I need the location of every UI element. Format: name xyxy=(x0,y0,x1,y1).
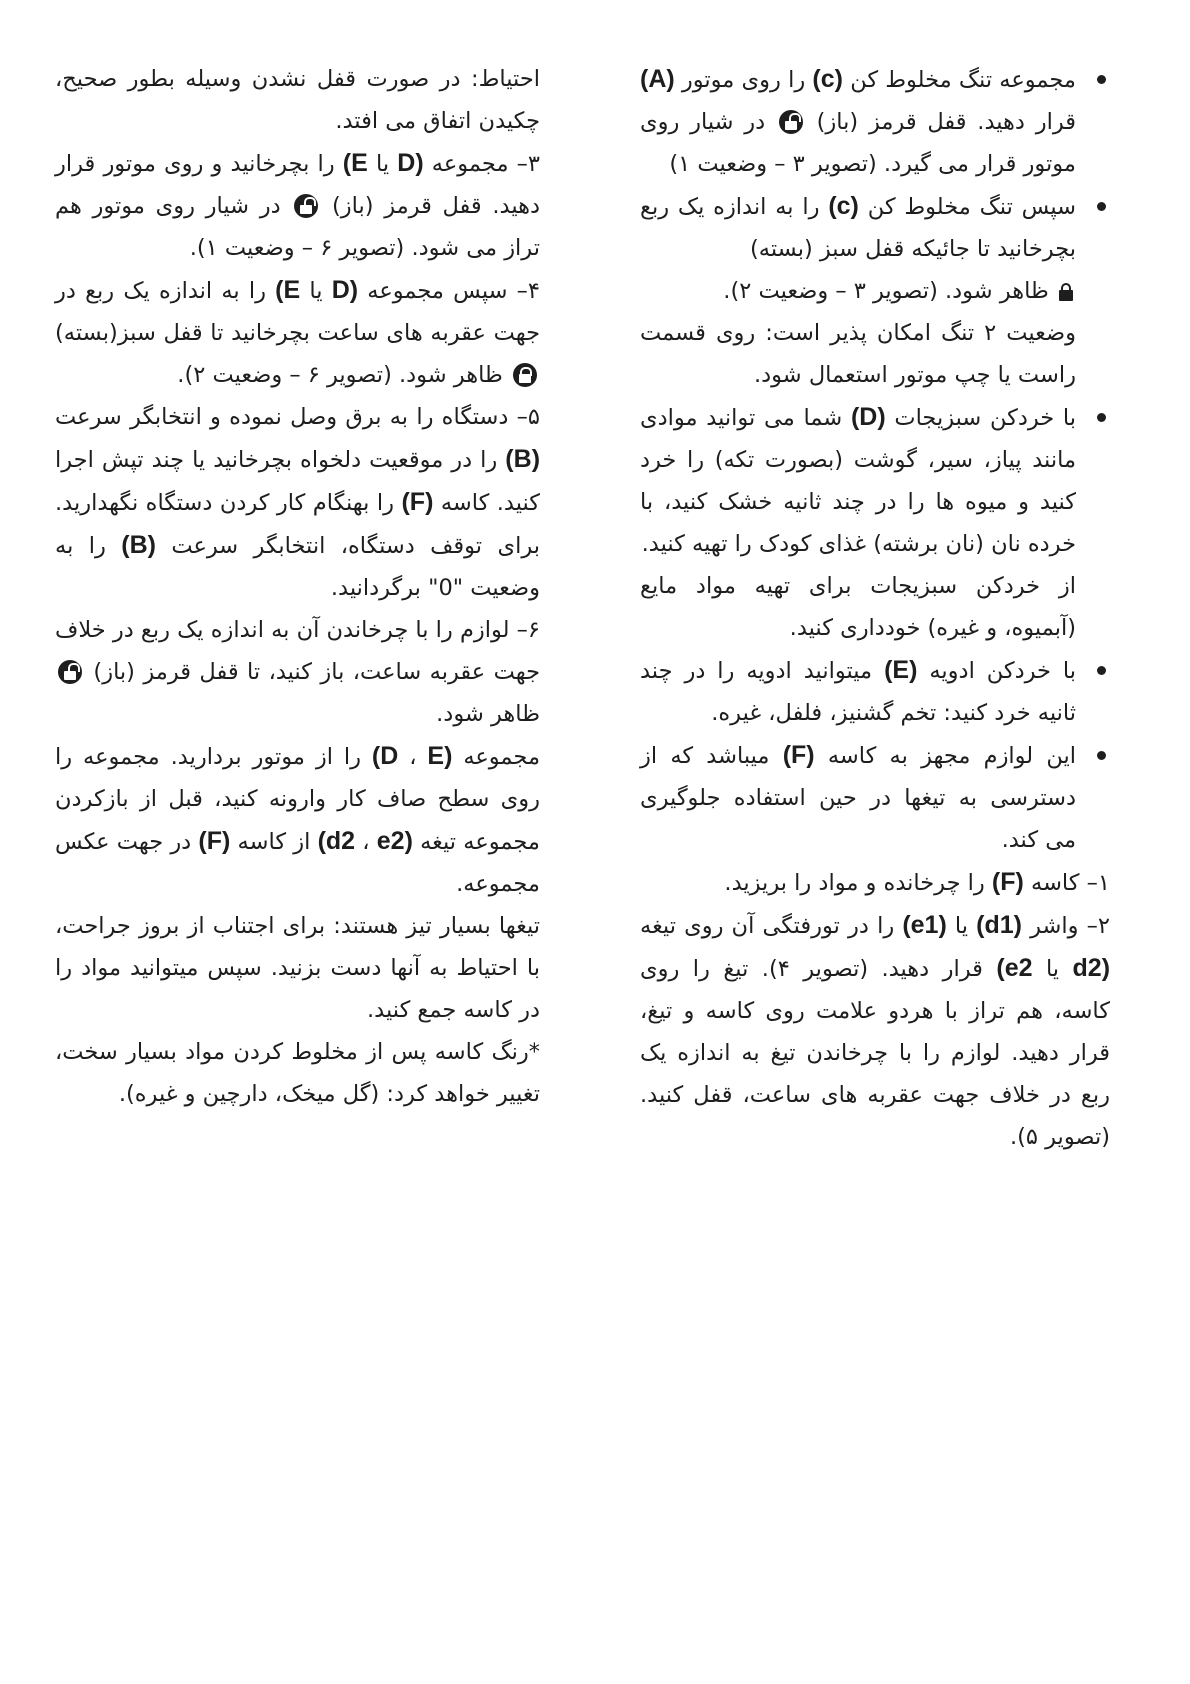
text: را به اندازه یک ربع در جهت عقربه های ساعت بچرخانید تا قفل سبز(بسته) xyxy=(55,278,540,346)
text: ظاهر شود. (تصویر ۳ – وضعیت ۲). xyxy=(723,278,1049,304)
part-label-f: (F) xyxy=(198,827,231,855)
part-label-a: (A) xyxy=(640,65,675,93)
text: یا xyxy=(375,151,390,177)
part-label-d2: (d2 xyxy=(1072,954,1111,982)
step-6 xyxy=(55,609,540,735)
text: با خردکن ادویه xyxy=(929,658,1077,684)
text: شما می توانید موادی مانند پیاز، سیر، گوشت (بصورت تکه) را خرد کنید و میوه ها را در چند ثانیه خشک کنید، با خرده نان (نان برشته) غذای کودک را تهیه کنید. xyxy=(640,405,1076,557)
text: مجموعه تنگ مخلوط کن xyxy=(850,67,1076,93)
text: ۴– سپس مجموعه xyxy=(367,278,540,304)
step-2 xyxy=(640,904,1110,1158)
text: را بچرخانید و روی موتور قرار دهید. قفل قرمز (باز) xyxy=(55,151,541,219)
bullet-spice-grinder xyxy=(640,649,1110,734)
note-no-liquids: از خردکن سبزیجات برای تهیه مواد مایع (آبمیوه، و غیره) خودداری کنید. xyxy=(640,573,1076,641)
part-label-e2: e2) xyxy=(317,827,405,855)
text: یا xyxy=(309,278,323,304)
text: ظاهر شود. (تصویر ۶ – وضعیت ۲). xyxy=(177,362,503,388)
text: میتوانید ادویه را در چند ثانیه خرد کنید: تخم گشنیز، فلفل، غیره. xyxy=(640,658,1076,726)
part-label-e: (E) xyxy=(884,656,918,684)
text: ظاهر شود. xyxy=(436,701,540,727)
part-label-e: E) xyxy=(342,149,368,177)
bowl-color-note: *رنگ کاسه پس از مخلوط کردن مواد بسیار سخت، تغییر خواهد کرد: (گل میخک، دارچین و غیره). xyxy=(55,1039,540,1107)
text: سپس تنگ مخلوط کن xyxy=(867,194,1076,220)
step-3 xyxy=(55,142,540,269)
text: ۲– واشر xyxy=(1030,913,1110,939)
text: در شیار روی موتور قرار می گیرد. (تصویر ۳ – وضعیت ۱) xyxy=(640,109,1076,177)
text: در جهت عکس مجموعه. xyxy=(55,829,540,897)
part-label-f: (F) xyxy=(991,868,1024,896)
part-label-e: E) xyxy=(275,276,301,304)
text: را روی موتور xyxy=(681,67,806,93)
remove-assembly xyxy=(55,735,540,905)
part-label-b: (B) xyxy=(121,531,156,559)
lock-open-icon xyxy=(779,110,803,134)
text: را به وضعیت "0" برگردانید. xyxy=(55,533,540,601)
lock-closed-icon xyxy=(513,363,537,387)
text: در شیار روی موتور هم تراز می شود. (تصویر ۶ – وضعیت ۱). xyxy=(55,193,540,261)
text: یا xyxy=(1045,956,1060,982)
blade-warning: تیغها بسیار تیز هستند: برای اجتناب از بروز جراحت، با احتیاط به آنها دست بزنید. سپس میتوانید مواد را در کاسه جمع کنید. xyxy=(55,913,540,1023)
part-label-f: (F) xyxy=(782,741,815,769)
bullet-assemble-jar xyxy=(640,58,1110,185)
text: قرار دهید. قفل قرمز (باز) xyxy=(816,109,1076,135)
part-label-d: (D xyxy=(397,149,424,177)
part-label-e: E) xyxy=(371,742,445,770)
bullet-rotate-jar xyxy=(640,185,1110,312)
part-label-d1: (d1) xyxy=(976,911,1022,939)
part-label-c: (c) xyxy=(828,192,859,220)
text: ، xyxy=(409,744,417,770)
text: را در موقعیت دلخواه بچرخانید یا چند تپش اجرا کنید. کاسه xyxy=(55,447,541,516)
text: با خردکن سبزیجات xyxy=(894,405,1076,431)
part-label-d: (D xyxy=(380,742,453,770)
text: میباشد که از دسترسی به تیغها در حین استفاده جلوگیری می کند. xyxy=(640,743,1076,853)
right-column xyxy=(640,58,1110,1158)
part-label-f: (F) xyxy=(401,488,434,516)
left-column xyxy=(55,58,540,1115)
lock-open-icon xyxy=(294,194,318,218)
text: را از موتور بردارید. مجموعه را روی سطح صاف کار وارونه کنید، قبل از بازکردن مجموعه تیغه xyxy=(55,744,540,855)
step-4 xyxy=(55,269,540,396)
step-1 xyxy=(640,861,1110,904)
text: ۵– دستگاه را به برق وصل نموده و انتخابگر سرعت xyxy=(55,404,540,430)
text: مجموعه xyxy=(463,744,541,770)
step-5 xyxy=(55,396,540,609)
lock-open-icon xyxy=(58,660,82,684)
part-label-e1: (e1) xyxy=(902,911,947,939)
note-jar-position: وضعیت ۲ تنگ امکان پذیر است: روی قسمت راست یا چپ موتور استعمال شود. xyxy=(640,320,1076,388)
text: را به اندازه یک ربع بچرخانید تا جائیکه قفل سبز (بسته) xyxy=(640,194,1076,262)
part-label-d: (D xyxy=(331,276,359,304)
part-label-e2: e2) xyxy=(996,954,1033,982)
text: را بهنگام کار کردن دستگاه نگهدارید. برای توقف دستگاه، انتخابگر سرعت xyxy=(55,490,540,559)
text: یا xyxy=(954,913,969,939)
part-label-b: (B) xyxy=(505,445,541,473)
text: را در تورفتگی آن روی تیغه xyxy=(640,913,895,939)
text: را چرخانده و مواد را بریزید. xyxy=(724,870,985,896)
caution-text: احتیاط: در صورت قفل نشدن وسیله بطور صحیح، چکیدن اتفاق می افتد. xyxy=(55,66,540,134)
text: ۳– مجموعه xyxy=(431,151,540,177)
part-label-d2: (d2 xyxy=(325,827,413,855)
text: این لوازم مجهز به کاسه xyxy=(827,743,1077,769)
padlock-closed-icon xyxy=(1059,283,1073,301)
text: ۶– لوازم را با چرخاندن آن به اندازه یک ربع در خلاف جهت عقربه ساعت، باز کنید، تا قفل قرمز (باز) xyxy=(55,617,540,685)
bullet-vegetable-chopper xyxy=(640,396,1110,565)
text: از کاسه xyxy=(237,829,311,855)
part-label-d: (D) xyxy=(850,403,886,431)
part-label-c: (c) xyxy=(812,65,843,93)
text: قرار دهید. (تصویر ۴). تیغ را روی کاسه، هم تراز با هردو علامت روی کاسه و تیغ، قرار دهید. لوازم را با چرخاندن تیغ به اندازه یک ربع در خلاف جهت عقربه های ساعت، قفل کنید. (تصویر ۵). xyxy=(640,956,1110,1150)
text: ۱– کاسه xyxy=(1031,870,1110,896)
text: ، xyxy=(362,829,370,855)
bullet-bowl xyxy=(640,734,1110,861)
